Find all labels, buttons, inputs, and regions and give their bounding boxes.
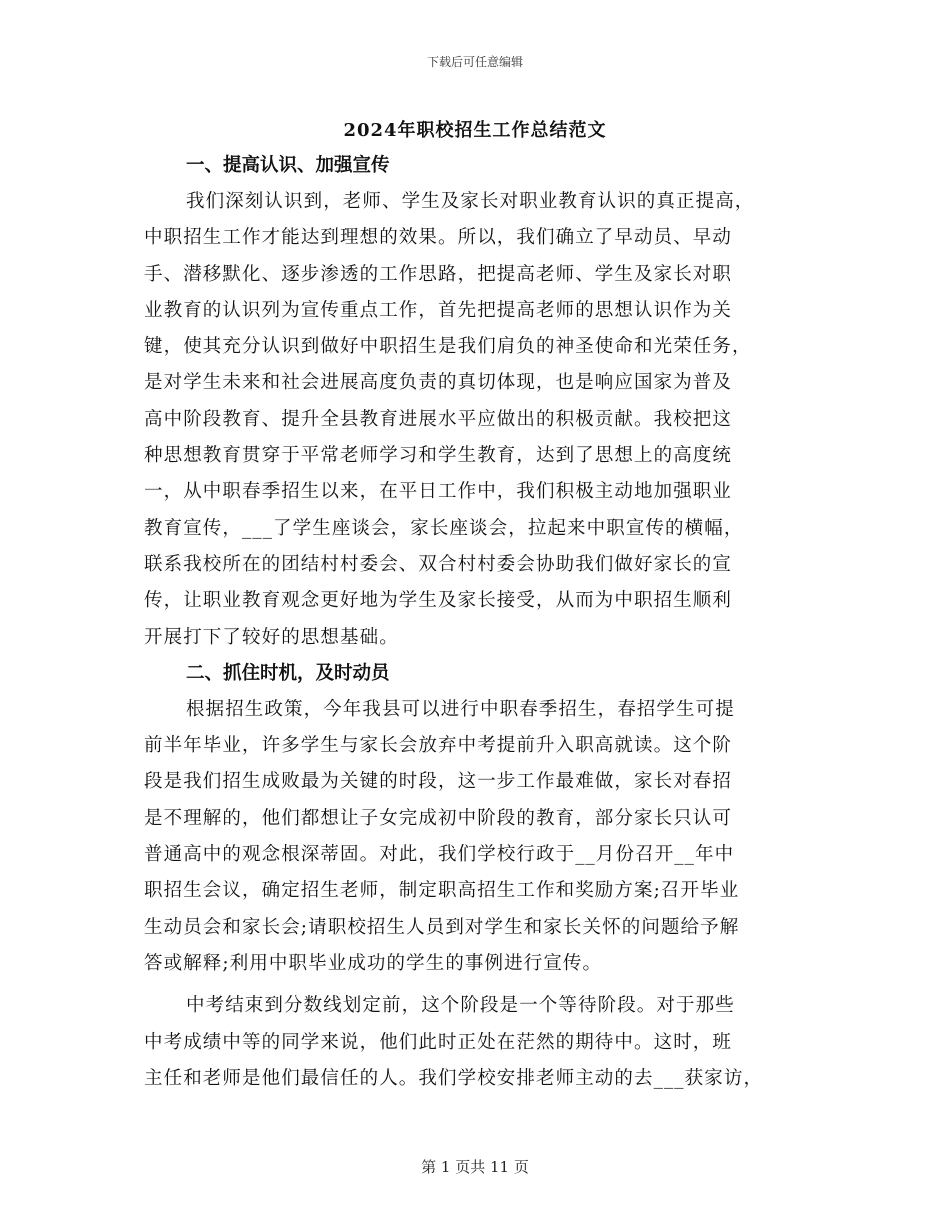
section1-paragraph [144, 184, 814, 656]
page-footer: 第 1 页共 11 页 [421, 1158, 529, 1176]
paragraph-line: 生动员会和家长会;请职校招生人员到对学生和家长关怀的问题给予解 [144, 916, 740, 938]
paragraph-line: 我们深刻认识到，老师、学生及家长对职业教育认识的真正提高， [186, 191, 755, 212]
paragraph-line: 是对学生未来和社会进展高度负责的真切体现，也是响应国家为普及 [144, 372, 733, 394]
paragraph-line: 高中阶段教育、提升全县教育进展水平应做出的积极贡献。我校把这 [144, 408, 733, 430]
paragraph-line: 传，让职业教育观念更好地为学生及家长接受，从而为中职招生顺利 [144, 590, 733, 612]
paragraph-line: 中考结束到分数线划定前，这个阶段是一个等待阶段。对于那些 [186, 995, 735, 1017]
paragraph-line: 是不理解的，他们都想让子女完成初中阶段的教育，部分家长只认可 [144, 807, 733, 829]
paragraph-line: 联系我校所在的团结村村委会、双合村村委会协助我们做好家长的宣 [144, 553, 733, 575]
paragraph-line: 前半年毕业，许多学生与家长会放弃中考提前升入职高就读。这个阶 [144, 735, 733, 757]
paragraph-line: 键，使其充分认识到做好中职招生是我们肩负的神圣使命和光荣任务， [144, 336, 752, 358]
paragraph-line: 段是我们招生成败最为关键的时段，这一步工作最难做，家长对春招 [144, 771, 733, 793]
paragraph-line: 普通高中的观念根深蒂固。对此，我们学校行政于__月份召开__年中 [144, 844, 735, 866]
paragraph-line: 职招生会议，确定招生老师，制定职高招生工作和奖励方案;召开毕业 [144, 880, 740, 902]
paragraph-line: 中职招生工作才能达到理想的效果。所以，我们确立了早动员、早动 [144, 227, 733, 249]
section2-paragraph-1 [144, 692, 814, 982]
document-body [144, 148, 814, 1097]
paragraph-line: 答或解释;利用中职毕业成功的学生的事例进行宣传。 [144, 952, 603, 974]
paragraph-line: 开展打下了较好的思想基础。 [144, 626, 399, 648]
document-title: 2024年职校招生工作总结范文 [343, 120, 607, 141]
page-header: 下载后可任意编辑 [426, 55, 523, 69]
paragraph-line: 业教育的认识列为宣传重点工作，首先把提高老师的思想认识作为关 [144, 299, 733, 321]
paragraph-line: 中考成绩中等的同学来说，他们此时正处在茫然的期待中。这时，班 [144, 1031, 733, 1053]
paragraph-line: 根据招生政策，今年我县可以进行中职春季招生，春招学生可提 [186, 698, 735, 720]
paragraph-line: 手、潜移默化、逐步渗透的工作思路，把提高老师、学生及家长对职 [144, 263, 733, 285]
section1-heading: 一、提高认识、加强宣传 [186, 155, 390, 176]
section2-paragraph-2 [144, 988, 814, 1097]
section2-heading: 二、抓住时机，及时动员 [186, 662, 390, 684]
paragraph-line: 主任和老师是他们最信任的人。我们学校安排老师主动的去___获家访， [144, 1067, 764, 1089]
paragraph-line: 一，从中职春季招生以来，在平日工作中，我们积极主动地加强职业 [144, 481, 733, 503]
paragraph-line: 教育宣传，___了学生座谈会，家长座谈会，拉起来中职宣传的横幅， [144, 517, 744, 539]
paragraph-line: 种思想教育贯穿于平常老师学习和学生教育，达到了思想上的高度统 [144, 445, 733, 467]
